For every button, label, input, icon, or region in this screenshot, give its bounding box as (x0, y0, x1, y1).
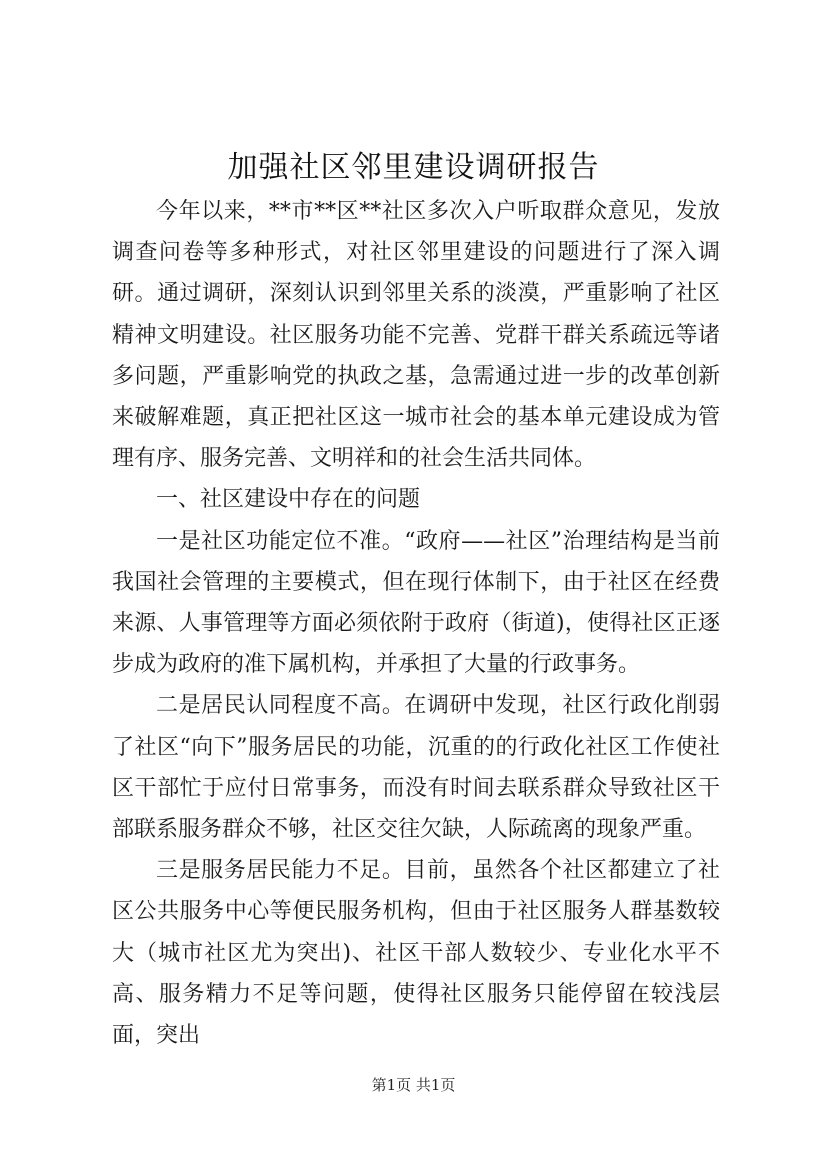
document-title: 加强社区邻里建设调研报告 (227, 150, 600, 185)
paragraph-problem-1: 一是社区功能定位不准。“政府——社区”治理结构是当前我国社会管理的主要模式，但在现行体制下，由于社区在经费来源、人事管理等方面必须依附于政府（街道)，使得社区正逐步成为政府的准下属机构，并承担了大量的行政事务。 (112, 528, 720, 678)
paragraph-intro: 今年以来，**市**区**社区多次入户听取群众意见，发放调查问卷等多种形式，对社区邻里建设的问题进行了深入调研。通过调研，深刻认识到邻里关系的淡漠，严重影响了社区精神文明建设。社区服务功能不完善、党群干群关系疏远等诸多问题，严重影响党的执政之基，急需通过进一步的改革创新来破解难题，真正把社区这一城市社会的基本单元建设成为管理有序、服务完善、文明祥和的社会生活共同体。 (112, 199, 720, 472)
page-footer: 第1页 共1页 (371, 1076, 456, 1094)
paragraph-problem-2: 二是居民认同程度不高。在调研中发现，社区行政化削弱了社区“向下”服务居民的功能，沉重的的行政化社区工作使社区干部忙于应付日常事务，而没有时间去联系群众导致社区干部联系服务群众不够，社区交往欠缺，人际疏离的现象严重。 (112, 693, 720, 843)
document-body (112, 191, 720, 1056)
section-heading: 一、社区建设中存在的问题 (156, 487, 421, 513)
paragraph-problem-3: 三是服务居民能力不足。目前，虽然各个社区都建立了社区公共服务中心等便民服务机构，但由于社区服务人群基数较大（城市社区尤为突出)、社区干部人数较少、专业化水平不高、服务精力不足等问题，使得社区服务只能停留在较浅层面，突出 (112, 858, 720, 1049)
